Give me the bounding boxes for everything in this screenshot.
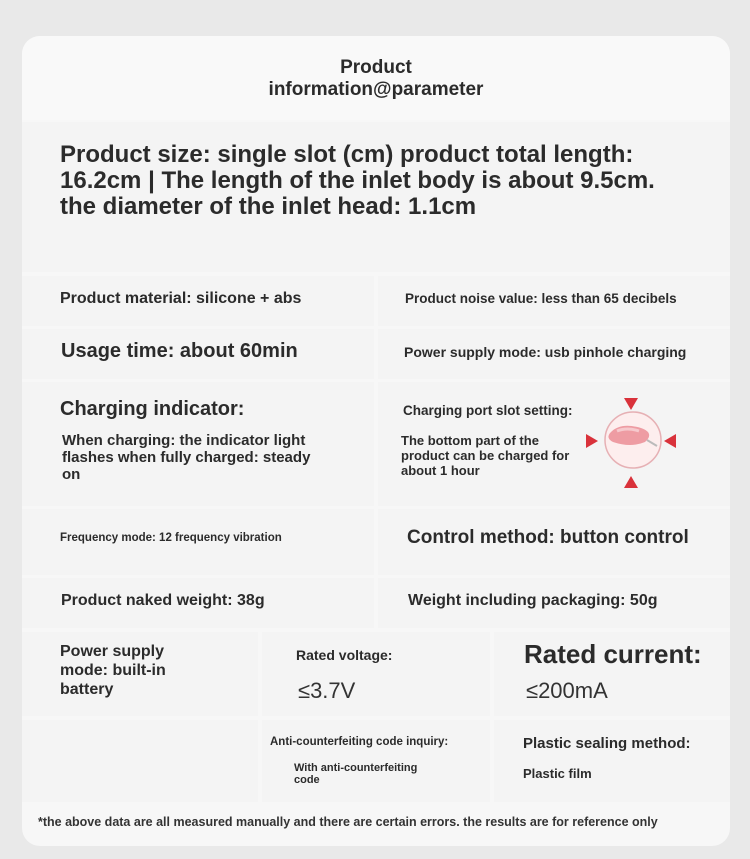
rated-current-value: ≤200mA [526, 678, 608, 703]
usage-time-text: Usage time: about 60min [61, 340, 298, 362]
material-text: Product material: silicone + abs [60, 290, 302, 307]
plastic-sealing-value: Plastic film [523, 766, 592, 781]
packaging-weight-text: Weight including packaging: 50g [408, 592, 658, 609]
control-method-text: Control method: button control [407, 527, 689, 548]
battery-text: Power supply mode: built-in battery [60, 643, 166, 698]
rated-voltage-value: ≤3.7V [298, 678, 356, 703]
product-size-text: Product size: single slot (cm) product total length: 16.2cm | The length of the inlet body is about 9.5cm. the diameter of the inlet head: 1.1cm [60, 141, 655, 220]
charging-port-text: The bottom part of the product can be charged for about 1 hour [401, 433, 570, 478]
page-title [22, 57, 730, 101]
plastic-sealing-cell [494, 720, 730, 802]
plastic-sealing-label: Plastic sealing method: [523, 735, 691, 752]
indicator-title: Charging indicator: [60, 398, 245, 420]
arrow-down-icon [624, 398, 638, 412]
naked-weight-text: Product naked weight: 38g [61, 592, 265, 609]
rated-voltage-label: Rated voltage: [296, 647, 393, 663]
voltage-cell [262, 632, 490, 716]
page-title-line2: information@parameter [268, 79, 484, 100]
noise-text: Product noise value: less than 65 decibels [405, 291, 677, 306]
arrow-right-icon [586, 434, 600, 448]
charging-port-title: Charging port slot setting: [403, 403, 573, 418]
arrow-left-icon [662, 434, 676, 448]
power-mode-text: Power supply mode: usb pinhole charging [404, 344, 687, 360]
anti-counterfeit-cell [262, 720, 490, 802]
empty-cell [22, 720, 258, 802]
indicator-text: When charging: the indicator light flashes when fully charged: steady on [62, 432, 311, 483]
arrow-up-icon [624, 474, 638, 488]
footnote: *the above data are all measured manually and there are certain errors. the results are for reference only [38, 815, 658, 829]
frequency-mode-text: Frequency mode: 12 frequency vibration [60, 532, 282, 544]
rated-current-label: Rated current: [524, 639, 702, 669]
anti-counterfeit-value: With anti-counterfeiting code [294, 762, 418, 786]
anti-counterfeit-label: Anti-counterfeiting code inquiry: [270, 736, 449, 748]
page-title-line1: Product [340, 57, 412, 78]
